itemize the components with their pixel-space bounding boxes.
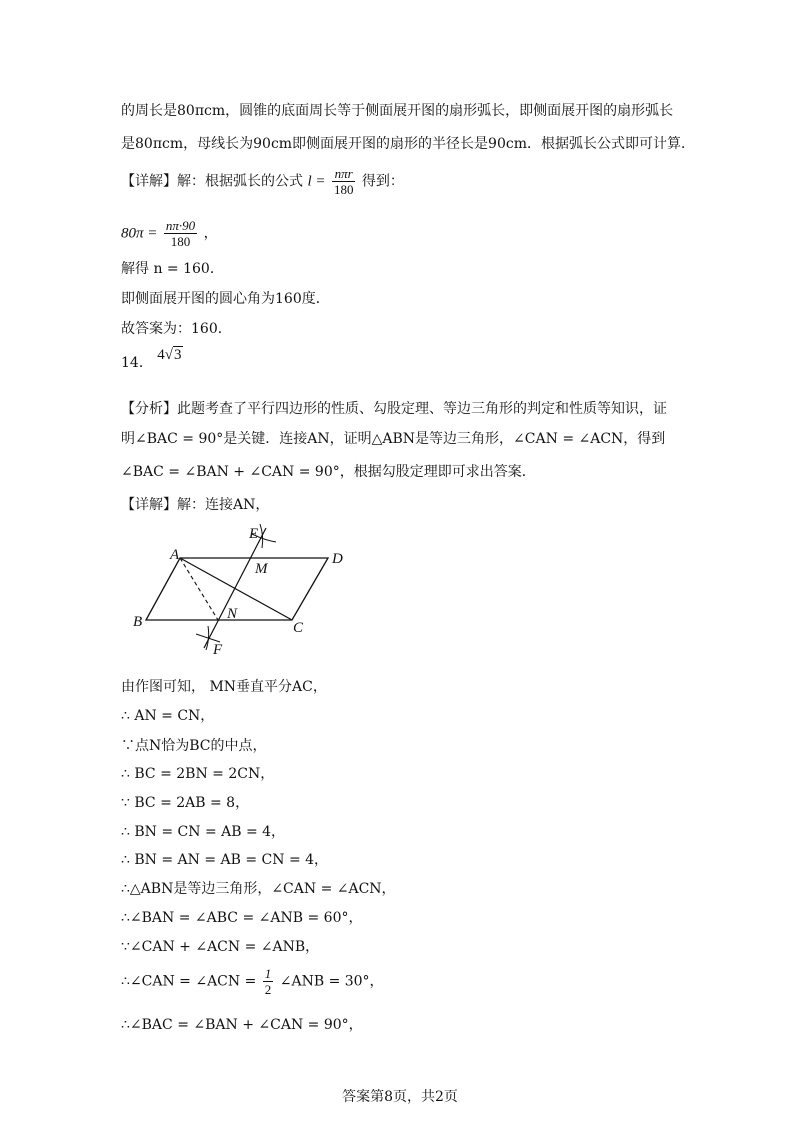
text-line-21: ∴∠BAN = ∠ABC = ∠ANB = 60°， [121,910,363,926]
label-a: A [170,547,180,563]
fraction-numerator: 1 [264,966,272,981]
text-line-10: 明∠BAC = 90°是关键．连接AN，证明△ABN是等边三角形，∠CAN = ∠ACN，得到 [121,431,666,447]
text-line-6: 即侧面展开图的圆心角为160度． [121,291,330,307]
detail-label: 【详解】解：根据弧长的公式 [121,173,303,190]
equation-suffix: ∠ANB = 30°， [279,973,384,990]
formula-suffix: 得到： [361,173,404,190]
equation-lhs: 80π = [121,225,158,242]
page-footer: 答案第8页，共2页 [342,1089,458,1105]
fraction-denominator: 180 [333,182,354,197]
text-line-7: 故答案为：160． [121,321,232,337]
label-m: M [255,561,268,577]
text-line-1: 的周长是80πcm，圆锥的底面周长等于侧面展开图的扇形弧长，即侧面展开图的扇形弧长 [121,103,674,119]
label-d: D [332,551,343,567]
text-line-5: 解得 n = 160． [121,261,224,277]
text-line-18: ∴ BN = CN = AB = 4， [121,824,286,840]
answer-radical: 4√3 [157,347,182,363]
text-line-11: ∠BAC = ∠BAN + ∠CAN = 90°，根据勾股定理即可求出答案． [121,464,536,480]
text-line-19: ∴ BN = AN = AB = CN = 4， [121,852,329,868]
fraction-numerator: nπ·90 [165,218,196,233]
label-n: N [227,606,238,622]
text-line-9: 【分析】此题考查了平行四边形的性质、勾股定理、等边三角形的判定和性质等知识，证 [121,401,667,417]
equation-fraction [164,218,197,249]
parallelogram-figure [130,520,360,660]
text-line-16: ∴ BC = 2BN = 2CN， [121,766,275,782]
dashed-segment-an [180,558,218,620]
text-line-12: 【详解】解：连接AN， [121,497,270,513]
perpendicular-bisector-ef [204,528,266,648]
question-number: 14． [121,355,153,371]
text-line-2: 是80πcm，母线长为90cm即侧面展开图的扇形的半径长是90cm．根据弧长公式即可计算． [121,136,695,152]
fraction-denominator: 180 [170,234,191,249]
text-line-24: ∴∠BAC = ∠BAN + ∠CAN = 90°， [121,1017,363,1033]
equation-suffix: ， [203,225,218,242]
fraction-denominator: 2 [264,982,272,997]
text-line-14: ∴ AN = CN， [121,708,215,724]
equation-lhs: ∴∠CAN = ∠ACN = [121,973,257,990]
arc-length-formula-lhs: l = [307,173,326,190]
label-b: B [133,614,143,630]
radicand: 3 [174,347,182,363]
radical-coefficient: 4 [157,347,165,363]
arc-length-fraction [332,166,356,197]
text-line-20: ∴△ABN是等边三角形，∠CAN = ∠ACN， [121,881,396,897]
text-line-3 [121,166,404,197]
label-f: F [213,642,223,658]
question-14-answer [121,347,183,374]
text-line-13: 由作图可知， MN垂直平分AC， [121,679,327,695]
text-line-22: ∵∠CAN + ∠ACN = ∠ANB， [121,939,320,955]
half-fraction [263,966,274,997]
fraction-numerator: nπr [332,166,356,182]
text-line-17: ∵ BC = 2AB = 8， [121,795,250,811]
text-line-23 [121,966,384,997]
text-line-4 [121,218,218,249]
label-c: C [293,620,304,636]
label-e: E [249,526,259,542]
text-line-15: ∵点N恰为BC的中点， [121,738,267,754]
